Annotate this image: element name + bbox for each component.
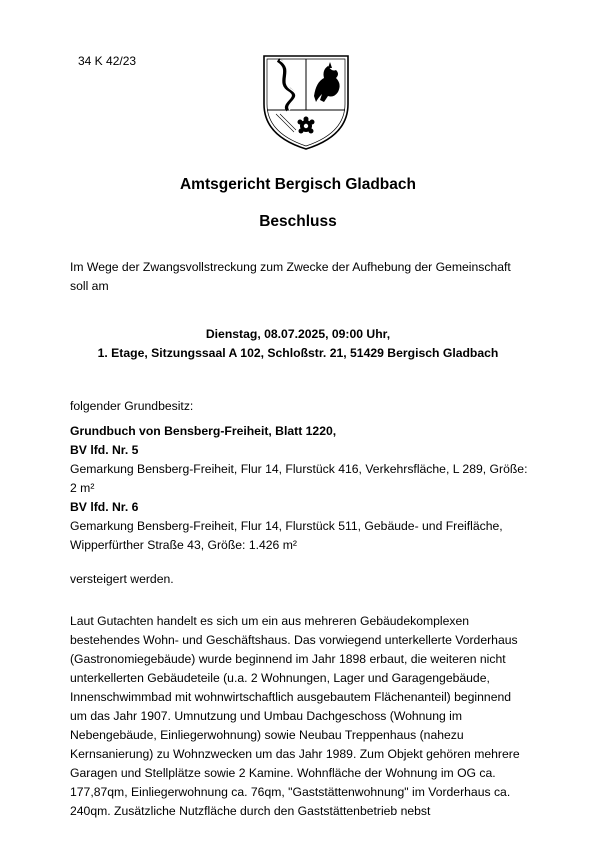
parcel-line: Gemarkung Bensberg-Freiheit, Flur 14, Flurstück 416, Verkehrsfläche, L 289, Größe:	[70, 462, 528, 476]
appraisal-line: Nebengebäude, Einliegerwohnung) sowie Neubau Treppenhaus (nahezu	[70, 728, 464, 742]
auction-statement: versteigert werden.	[70, 572, 174, 586]
parcel-line: Gemarkung Bensberg-Freiheit, Flur 14, Flurstück 511, Gebäude- und Freifläche,	[70, 519, 503, 533]
appraisal-paragraph	[70, 612, 550, 821]
parcel-heading: BV lfd. Nr. 5	[70, 443, 139, 457]
parcel-line: Wipperfürther Straße 43, Größe: 1.426 m²	[70, 538, 297, 552]
appraisal-line: 240qm. Zusätzliche Nutzfläche durch den Gaststättenbetrieb nebst	[70, 804, 431, 818]
document-title: Beschluss	[259, 213, 337, 230]
parcel-description	[70, 460, 540, 498]
appraisal-line: Innenschwimmbad mit wohnwirtschaftlich ausgebautem Flächenanteil) beginnend	[70, 690, 512, 704]
intro-line: Im Wege der Zwangsvollstreckung zum Zwecke der Aufhebung der Gemeinschaft	[70, 260, 511, 274]
appraisal-line: Laut Gutachten handelt es sich um ein aus mehreren Gebäudekomplexen	[70, 614, 470, 628]
intro-paragraph	[70, 258, 540, 296]
appraisal-line: bestehendes Wohn- und Geschäftshaus. Das vorwiegend unterkellerte Vorderhaus	[70, 633, 518, 647]
nrw-coat-of-arms-icon	[258, 52, 354, 152]
appointment-date: Dienstag, 08.07.2025, 09:00 Uhr,	[205, 327, 391, 341]
appraisal-line: um das Jahr 1907. Umnutzung und Umbau Dachgeschoss (Wohnung im	[70, 709, 463, 723]
appraisal-line: unterkellerten Gebäudeteile (u.a. 2 Wohnungen, Lager und Garagengebäude,	[70, 671, 490, 685]
grundbuch-reference: Grundbuch von Bensberg-Freiheit, Blatt 1220,	[70, 424, 337, 438]
property-label: folgender Grundbesitz:	[70, 399, 194, 413]
appraisal-line: Kernsanierung) zu Wohnzwecken um das Jahr 1989. Zum Objekt gehören mehrere	[70, 747, 520, 761]
appraisal-line: Garagen und Stellplätze sowie 2 Kamine. Wohnfläche der Wohnung im OG ca.	[70, 766, 496, 780]
parcel-line: 2 m²	[70, 481, 95, 495]
case-number: 34 K 42/23	[78, 54, 137, 68]
parcel-heading: BV lfd. Nr. 6	[70, 500, 139, 514]
court-name: Amtsgericht Bergisch Gladbach	[179, 176, 416, 193]
parcel-description	[70, 517, 540, 555]
appointment-location: 1. Etage, Sitzungssaal A 102, Schloßstr. 21, 51429 Bergisch Gladbach	[97, 346, 499, 360]
intro-line: soll am	[70, 279, 109, 293]
appraisal-line: 177,87qm, Einliegerwohnung ca. 76qm, "Gaststättenwohnung" im Vorderhaus ca.	[70, 785, 511, 799]
appraisal-line: (Gastronomiegebäude) wurde beginnend im Jahr 1898 erbaut, die weiteren nicht	[70, 652, 506, 666]
